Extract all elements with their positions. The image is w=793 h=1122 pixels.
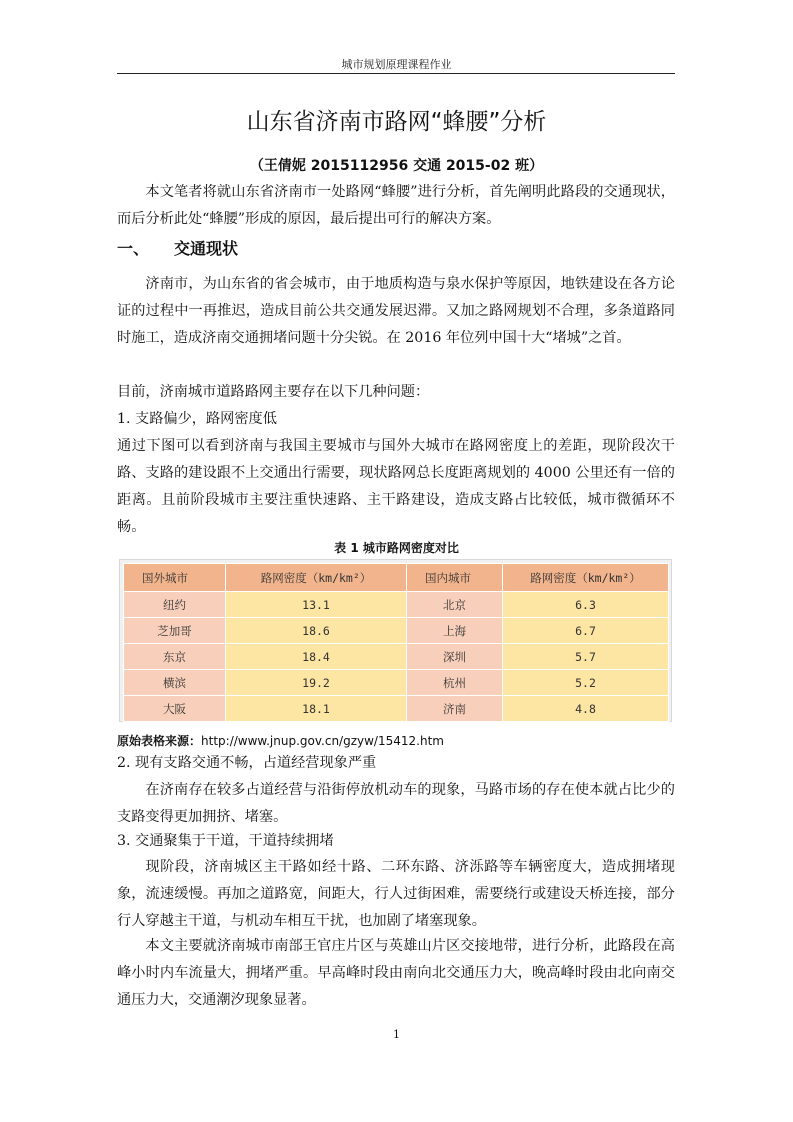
paragraph-study-area: 本文主要就济南城市南部王官庄片区与英雄山片区交接地带，进行分析，此路段在高峰小时内车流量大，拥堵严重。早高峰时段由南向北交通压力大，晚高峰时段由北向南交通压力大，交通潮汐现象显著。 xyxy=(117,938,675,1008)
foreign-density-cell: 13.1 xyxy=(226,592,407,618)
foreign-city-cell: 横滨 xyxy=(124,670,226,696)
paragraph-overview: 济南市，为山东省的省会城市，由于地质构造与泉水保护等原因，地铁建设在各方论证的过程中一再推迟，造成目前公共交通发展迟滞。又加之路网规划不合理，多条道路同时施工，造成济南交通拥堵问题十分尖锐。在 2016 年位列中国十大“堵城”之首。 xyxy=(117,276,675,346)
header-foreign-city: 国外城市 xyxy=(124,564,226,592)
table-row xyxy=(124,696,669,722)
table-header-row xyxy=(124,564,669,592)
header-foreign-density: 路网密度（km/km²） xyxy=(226,564,407,592)
paragraph-density: 通过下图可以看到济南与我国主要城市与国外大城市在路网密度上的差距，现阶段次干路、支路的建设跟不上交通出行需要，现状路网总长度距离规划的 4000 公里还有一倍的距离。且前阶段城市主要注重快速路、主干路建设，造成支路占比较低，城市微循环不畅。 xyxy=(117,438,675,535)
table-row xyxy=(124,670,669,696)
header-rule xyxy=(117,73,675,74)
domestic-density-cell: 6.3 xyxy=(503,592,669,618)
domestic-density-cell: 5.7 xyxy=(503,644,669,670)
source-url: http://www.jnup.gov.cn/gzyw/15412.htm xyxy=(201,734,444,748)
paragraph-street-vending: 在济南存在较多占道经营与沿街停放机动车的现象，马路市场的存在使本就占比少的支路变得更加拥挤、堵塞。 xyxy=(117,782,675,825)
domestic-city-cell: 深圳 xyxy=(407,644,503,670)
paragraph-arterial-congestion: 现阶段，济南城区主干路如经十路、二环东路、济泺路等车辆密度大，造成拥堵现象，流速缓慢。再加之道路宽，间距大，行人过街困难，需要绕行或建设天桥连接，部分行人穿越主干道，与机动车相互干扰，也加剧了堵塞现象。 xyxy=(117,859,675,929)
table-source xyxy=(117,732,444,749)
author-line: （王倩妮 2015112956 交通 2015-02 班） xyxy=(249,158,544,174)
paragraph-problems-intro: 目前，济南城市道路路网主要存在以下几种问题： xyxy=(117,384,430,400)
header-domestic-city: 国内城市 xyxy=(407,564,503,592)
foreign-city-cell: 纽约 xyxy=(124,592,226,618)
table-row xyxy=(124,618,669,644)
table-row xyxy=(124,592,669,618)
section-heading xyxy=(117,236,238,259)
table-caption: 表 1 城市路网密度对比 xyxy=(334,541,459,555)
section-title: 交通现状 xyxy=(174,239,239,258)
header-domestic-density: 路网密度（km/km²） xyxy=(503,564,669,592)
foreign-density-cell: 18.4 xyxy=(226,644,407,670)
foreign-density-cell: 18.6 xyxy=(226,618,407,644)
domestic-density-cell: 4.8 xyxy=(503,696,669,722)
source-label: 原始表格来源： xyxy=(117,734,202,748)
list-item-1: 1. 支路偏少，路网密度低 xyxy=(117,411,277,427)
foreign-city-cell: 大阪 xyxy=(124,696,226,722)
section-number: 一、 xyxy=(117,239,150,258)
document-title: 山东省济南市路网“蜂腰”分析 xyxy=(246,109,547,135)
domestic-density-cell: 5.2 xyxy=(503,670,669,696)
foreign-density-cell: 18.1 xyxy=(226,696,407,722)
density-table xyxy=(123,563,669,722)
domestic-city-cell: 济南 xyxy=(407,696,503,722)
foreign-city-cell: 东京 xyxy=(124,644,226,670)
domestic-city-cell: 北京 xyxy=(407,592,503,618)
domestic-city-cell: 杭州 xyxy=(407,670,503,696)
domestic-city-cell: 上海 xyxy=(407,618,503,644)
page-number: 1 xyxy=(393,1028,400,1041)
intro-paragraph: 本文笔者将就山东省济南市一处路网“蜂腰”进行分析，首先阐明此路段的交通现状，而后分析此处“蜂腰”形成的原因，最后提出可行的解决方案。 xyxy=(117,184,675,227)
table-row xyxy=(124,644,669,670)
foreign-density-cell: 19.2 xyxy=(226,670,407,696)
list-item-3: 3. 交通聚集于干道，干道持续拥堵 xyxy=(117,833,334,849)
foreign-city-cell: 芝加哥 xyxy=(124,618,226,644)
domestic-density-cell: 6.7 xyxy=(503,618,669,644)
list-item-2: 2. 现有支路交通不畅，占道经营现象严重 xyxy=(117,755,377,771)
running-header: 城市规划原理课程作业 xyxy=(341,58,452,71)
